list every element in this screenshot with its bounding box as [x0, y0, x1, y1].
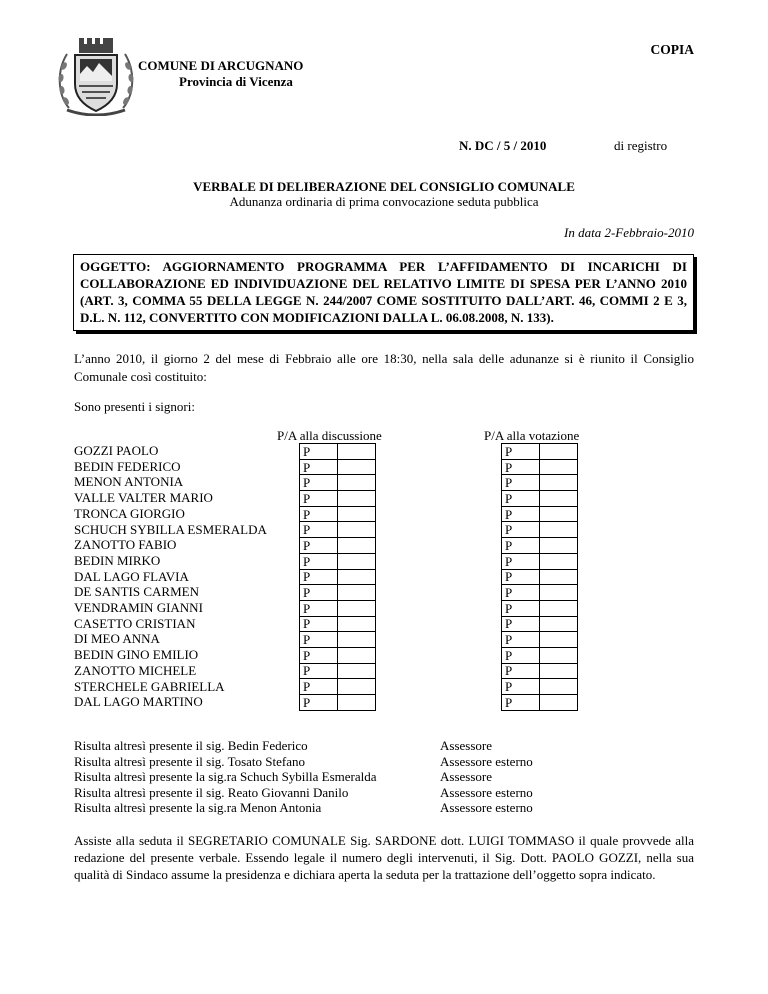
- table-row: [300, 600, 376, 616]
- table-row: [300, 616, 376, 632]
- member-name: BEDIN GINO EMILIO: [74, 647, 199, 663]
- votazione-status-cell: P: [502, 600, 540, 616]
- member-name: SCHUCH SYBILLA ESMERALDA: [74, 521, 267, 537]
- table-row: [300, 475, 376, 491]
- oggetto-box: OGGETTO: AGGIORNAMENTO PROGRAMMA PER L’AFFIDAMENTO DI INCARICHI DI COLLABORAZIONE ED INDIVIDUAZIONE DEL RELATIVO LIMITE DI SPESA PER L’ANNO 2010 (ART. 3, COMMA 55 DELLA LEGGE N. 244/2007 COME SOSTITUITO DALL’ART. 46, COMMI 2 E 3, D.L. N. 112, CONVERTITO CON MODIFICAZIONI DALLA L. 06.08.2008, N. 133).: [73, 254, 694, 331]
- votazione-empty-cell: [540, 522, 578, 538]
- discussione-empty-cell: [338, 585, 376, 601]
- discussione-empty-cell: [338, 522, 376, 538]
- votazione-empty-cell: [540, 569, 578, 585]
- header-votazione: P/A alla votazione: [484, 428, 580, 443]
- votazione-status-cell: P: [502, 679, 540, 695]
- discussione-status-cell: P: [300, 679, 338, 695]
- table-row: [502, 553, 578, 569]
- table-row: [300, 632, 376, 648]
- discussione-empty-cell: [338, 459, 376, 475]
- votazione-empty-cell: [540, 647, 578, 663]
- table-row: [300, 647, 376, 663]
- provincia-name: Provincia di Vicenza: [179, 74, 293, 89]
- altresi-item: Risulta altresì presente la sig.ra Menon Antonia: [74, 800, 322, 816]
- altresi-role: Assessore esterno: [440, 753, 533, 769]
- member-names-list: [74, 443, 267, 710]
- votazione-status-cell: P: [502, 475, 540, 491]
- discussione-status-cell: P: [300, 475, 338, 491]
- member-name: DI MEO ANNA: [74, 631, 160, 647]
- table-row: [502, 679, 578, 695]
- altresi-roles-list: [440, 738, 533, 816]
- votazione-status-cell: P: [502, 506, 540, 522]
- member-name: MENON ANTONIA: [74, 474, 184, 490]
- member-name: STERCHELE GABRIELLA: [74, 678, 225, 694]
- table-row: [300, 506, 376, 522]
- discussione-status-cell: P: [300, 538, 338, 554]
- table-row: [502, 632, 578, 648]
- discussione-empty-cell: [338, 538, 376, 554]
- discussione-status-cell: P: [300, 522, 338, 538]
- member-name: BEDIN MIRKO: [74, 552, 161, 568]
- discussione-status-cell: P: [300, 647, 338, 663]
- votazione-status-cell: P: [502, 538, 540, 554]
- discussione-empty-cell: [338, 616, 376, 632]
- table-row: [502, 600, 578, 616]
- member-name: GOZZI PAOLO: [74, 443, 159, 458]
- votazione-status-cell: P: [502, 522, 540, 538]
- votazione-empty-cell: [540, 444, 578, 460]
- table-row: [502, 585, 578, 601]
- table-row: [300, 695, 376, 711]
- votazione-status-cell: P: [502, 695, 540, 711]
- discussione-empty-cell: [338, 444, 376, 460]
- altresi-role: Assessore: [440, 769, 492, 785]
- member-name: DAL LAGO MARTINO: [74, 694, 203, 710]
- member-name: DAL LAGO FLAVIA: [74, 568, 189, 584]
- table-row: [300, 663, 376, 679]
- discussione-empty-cell: [338, 491, 376, 507]
- table-row: [300, 569, 376, 585]
- registro-number: N. DC / 5 / 2010: [459, 138, 547, 153]
- votazione-empty-cell: [540, 475, 578, 491]
- discussione-empty-cell: [338, 663, 376, 679]
- table-row: [300, 459, 376, 475]
- municipal-crest-icon: [55, 36, 137, 116]
- discussione-status-cell: P: [300, 663, 338, 679]
- member-name: DE SANTIS CARMEN: [74, 584, 199, 600]
- discussione-status-cell: P: [300, 616, 338, 632]
- discussione-empty-cell: [338, 679, 376, 695]
- table-row: [300, 444, 376, 460]
- table-row: [502, 475, 578, 491]
- table-row: [502, 695, 578, 711]
- votazione-status-cell: P: [502, 632, 540, 648]
- votazione-empty-cell: [540, 585, 578, 601]
- discussione-empty-cell: [338, 475, 376, 491]
- discussione-empty-cell: [338, 695, 376, 711]
- member-name: CASETTO CRISTIAN: [74, 615, 196, 631]
- discussione-status-cell: P: [300, 695, 338, 711]
- discussione-status-cell: P: [300, 600, 338, 616]
- votazione-empty-cell: [540, 553, 578, 569]
- table-row: [300, 491, 376, 507]
- votazione-status-cell: P: [502, 459, 540, 475]
- member-name: TRONCA GIORGIO: [74, 505, 185, 521]
- table-row: [502, 647, 578, 663]
- votazione-empty-cell: [540, 663, 578, 679]
- votazione-empty-cell: [540, 506, 578, 522]
- table-row: [300, 538, 376, 554]
- votazione-status-cell: P: [502, 616, 540, 632]
- discussione-status-cell: P: [300, 491, 338, 507]
- member-name: ZANOTTO FABIO: [74, 537, 177, 553]
- votazione-table: [501, 443, 578, 711]
- altresi-role: Assessore esterno: [440, 784, 533, 800]
- votazione-status-cell: P: [502, 663, 540, 679]
- discussione-empty-cell: [338, 632, 376, 648]
- table-row: [502, 522, 578, 538]
- altresi-item: Risulta altresì presente la sig.ra Schuch Sybilla Esmeralda: [74, 769, 377, 785]
- member-name: ZANOTTO MICHELE: [74, 662, 197, 678]
- discussione-status-cell: P: [300, 569, 338, 585]
- table-row: [300, 679, 376, 695]
- altresi-item: Risulta altresì presente il sig. Bedin Federico: [74, 738, 308, 753]
- votazione-status-cell: P: [502, 569, 540, 585]
- header-discussione: P/A alla discussione: [277, 428, 382, 443]
- altresi-role: Assessore: [440, 738, 492, 753]
- assiste-paragraph: Assiste alla seduta il SEGRETARIO COMUNALE Sig. SARDONE dott. LUIGI TOMMASO il quale provvede alla redazione del presente verbale. Essendo legale il numero degli intervenuti, il Sig. Dott. PAOLO GOZZI, nella sua qualità di Sindaco assume la presidenza e dichiara aperta la seduta per la trattazione dell’oggetto sopra indicato.: [74, 833, 694, 882]
- member-name: BEDIN FEDERICO: [74, 458, 181, 474]
- adunanza-type: Adunanza ordinaria di prima convocazione seduta pubblica: [229, 194, 539, 209]
- table-row: [502, 506, 578, 522]
- discussione-empty-cell: [338, 569, 376, 585]
- discussione-table: [299, 443, 376, 711]
- discussione-empty-cell: [338, 600, 376, 616]
- altresi-item: Risulta altresì presente il sig. Reato Giovanni Danilo: [74, 784, 349, 800]
- member-name: VENDRAMIN GIANNI: [74, 600, 203, 616]
- votazione-status-cell: P: [502, 444, 540, 460]
- table-row: [502, 663, 578, 679]
- altresi-item: Risulta altresì presente il sig. Tosato Stefano: [74, 753, 306, 769]
- discussione-status-cell: P: [300, 632, 338, 648]
- votazione-empty-cell: [540, 679, 578, 695]
- votazione-empty-cell: [540, 538, 578, 554]
- table-row: [502, 569, 578, 585]
- votazione-empty-cell: [540, 459, 578, 475]
- discussione-empty-cell: [338, 553, 376, 569]
- votazione-status-cell: P: [502, 647, 540, 663]
- table-row: [300, 553, 376, 569]
- discussione-status-cell: P: [300, 585, 338, 601]
- votazione-status-cell: P: [502, 491, 540, 507]
- table-row: [502, 491, 578, 507]
- discussione-empty-cell: [338, 506, 376, 522]
- discussione-status-cell: P: [300, 444, 338, 460]
- table-row: [502, 444, 578, 460]
- altresi-role: Assessore esterno: [440, 800, 533, 816]
- votazione-empty-cell: [540, 491, 578, 507]
- votazione-empty-cell: [540, 632, 578, 648]
- meeting-date: In data 2-Febbraio-2010: [564, 225, 694, 240]
- discussione-empty-cell: [338, 647, 376, 663]
- discussione-status-cell: P: [300, 553, 338, 569]
- table-row: [300, 585, 376, 601]
- registro-suffix: di registro: [614, 138, 668, 153]
- votazione-status-cell: P: [502, 585, 540, 601]
- table-row: [502, 459, 578, 475]
- discussione-status-cell: P: [300, 459, 338, 475]
- altresi-list: [74, 738, 377, 816]
- votazione-empty-cell: [540, 695, 578, 711]
- votazione-status-cell: P: [502, 553, 540, 569]
- comune-name: COMUNE DI ARCUGNANO: [138, 58, 304, 73]
- discussione-status-cell: P: [300, 506, 338, 522]
- table-row: [502, 616, 578, 632]
- presenti-label: Sono presenti i signori:: [74, 399, 195, 414]
- votazione-empty-cell: [540, 600, 578, 616]
- intro-paragraph: L’anno 2010, il giorno 2 del mese di Febbraio alle ore 18:30, nella sala delle adunanze si è riunito il Consiglio Comunale così costituito:: [74, 351, 694, 384]
- verbale-title: VERBALE DI DELIBERAZIONE DEL CONSIGLIO COMUNALE: [193, 179, 575, 194]
- table-row: [502, 538, 578, 554]
- table-row: [300, 522, 376, 538]
- copia-label: COPIA: [650, 42, 694, 57]
- votazione-empty-cell: [540, 616, 578, 632]
- member-name: VALLE VALTER MARIO: [74, 490, 213, 506]
